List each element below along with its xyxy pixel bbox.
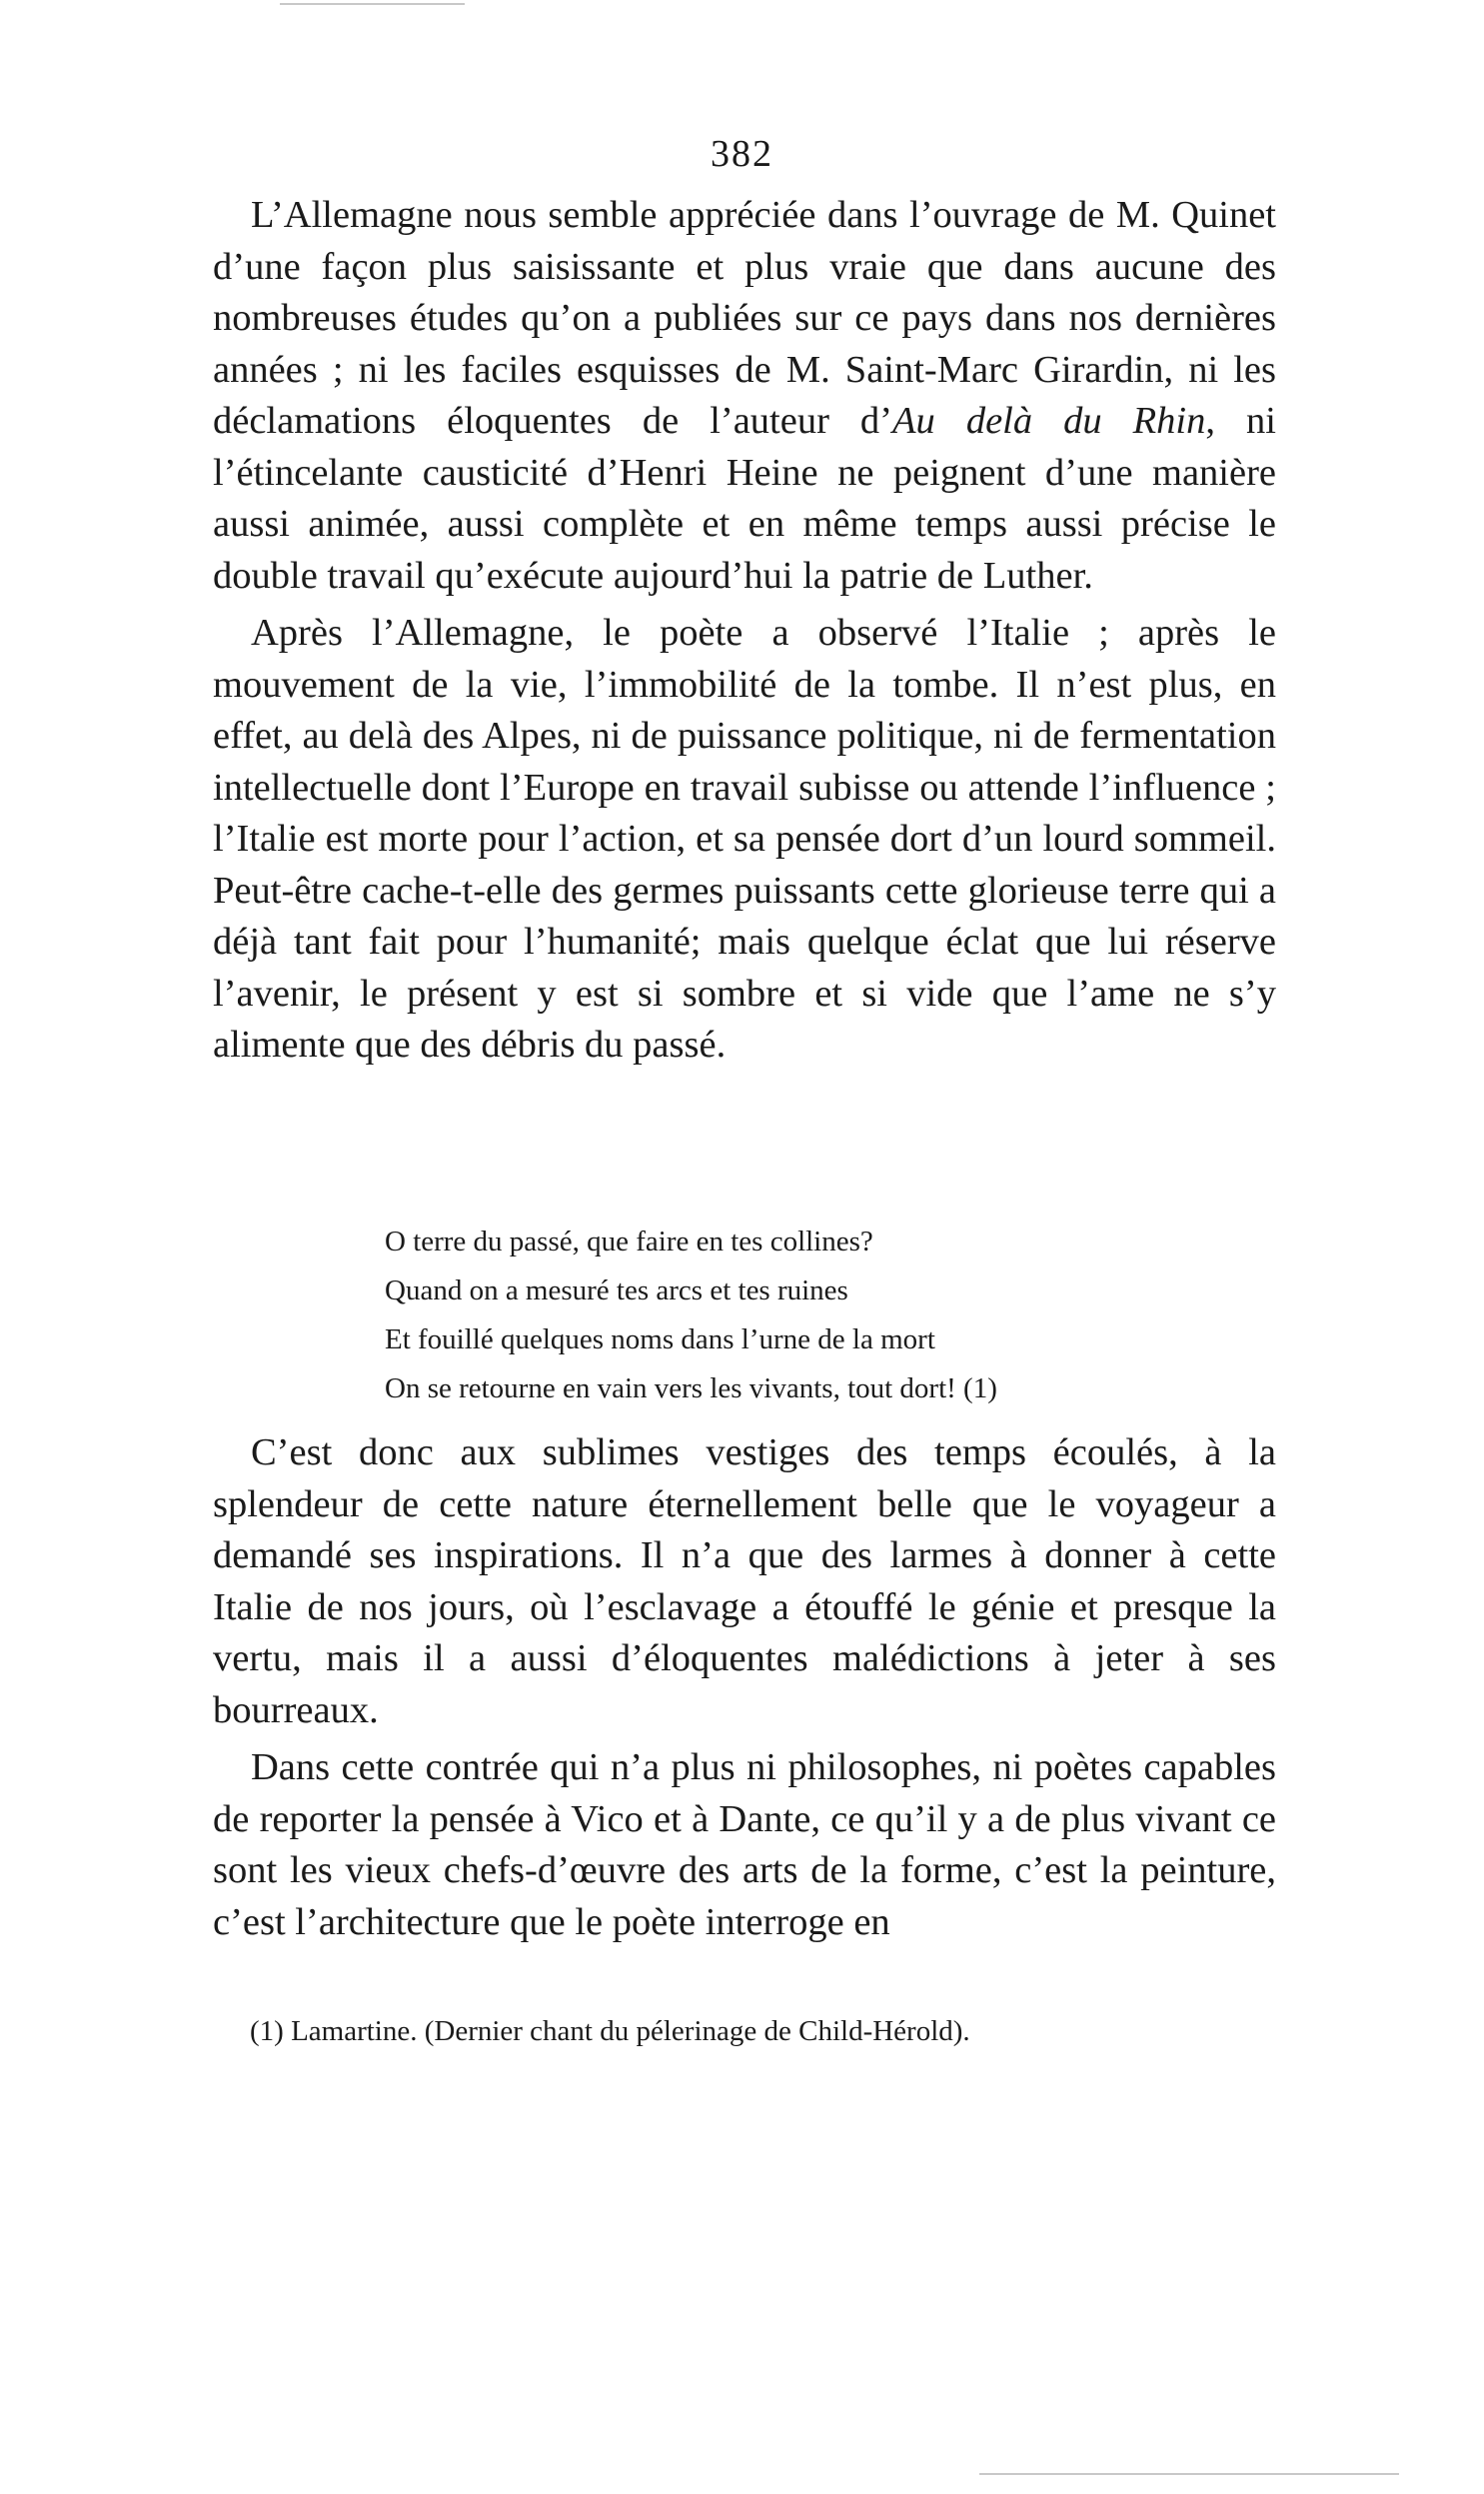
book-title-au-dela-du-rhin: Au delà du Rhin [892,400,1206,442]
body-text-upper [213,190,1276,1072]
verse-line: Quand on a mesuré tes arcs et tes ruines [385,1274,848,1306]
paragraph-1-text-b: , ni l’étincelante causticité d’Henri Heine ne peignent d’une manière aussi animée, aussi complète et en même temps aussi précise le double travail qu’exécute aujourd’hui la patrie de Luther. [213,400,1276,597]
verse-quotation [385,1218,1184,1413]
paragraph-3: C’est donc aux sublimes vestiges des temps écoulés, à la splendeur de cette nature éternellement belle que le voyageur a demandé ses inspirations. Il n’a que des larmes à donner à cette Italie de nos jours, où l’esclavage a étouffé le génie et presque la vertu, mais il a aussi d’éloquentes malédictions à jeter à ses bourreaux. [213,1431,1276,1731]
footnote: (1) Lamartine. (Dernier chant du pélerinage de Child-Hérold). [250,2015,970,2047]
paragraph-2: Après l’Allemagne, le poète a observé l’Italie ; après le mouvement de la vie, l’immobilité de la tombe. Il n’est plus, en effet, au delà des Alpes, ni de puissance politique, ni de fermentation intellectuelle dont l’Europe en travail subisse ou attende l’influence ; l’Italie est morte pour l’action, et sa pensée dort d’un lourd sommeil. Peut-être cache-t-elle des germes puissants cette glorieuse terre qui a déjà tant fait pour l’humanité; mais quelque éclat que lui réserve l’avenir, le présent y est si sombre et si vide que l’ame ne s’y alimente que des débris du passé. [213,612,1276,1066]
paragraph-1-text-a: L’Allemagne nous semble appréciée dans l’ouvrage de M. Quinet d’une façon plus saisissante et plus vraie que dans aucune des nombreuses études qu’on a publiées sur ce pays dans nos dernières années ; ni les faciles esquisses de M. Saint-Marc Girardin, ni les déclamations éloquentes de l’auteur d’ [213,194,1276,442]
verse-line: Et fouillé quelques noms dans l’urne de la mort [385,1323,935,1355]
verse-line: O terre du passé, que faire en tes collines? [385,1226,873,1257]
paragraph-4: Dans cette contrée qui n’a plus ni philosophes, ni poètes capables de reporter la pensée à Vico et à Dante, ce qu’il y a de plus vivant ce sont les vieux chefs-d’œuvre des arts de la forme, c’est la peinture, c’est l’architecture que le poète interroge en [213,1746,1276,1943]
verse-line: On se retourne en vain vers les vivants, tout dort! (1) [385,1372,997,1404]
page-number: 382 [711,133,773,175]
body-text-lower [213,1427,1276,1948]
paragraph-1 [213,190,1276,602]
top-edge-rule [280,3,465,5]
bottom-edge-rule [979,2473,1399,2475]
